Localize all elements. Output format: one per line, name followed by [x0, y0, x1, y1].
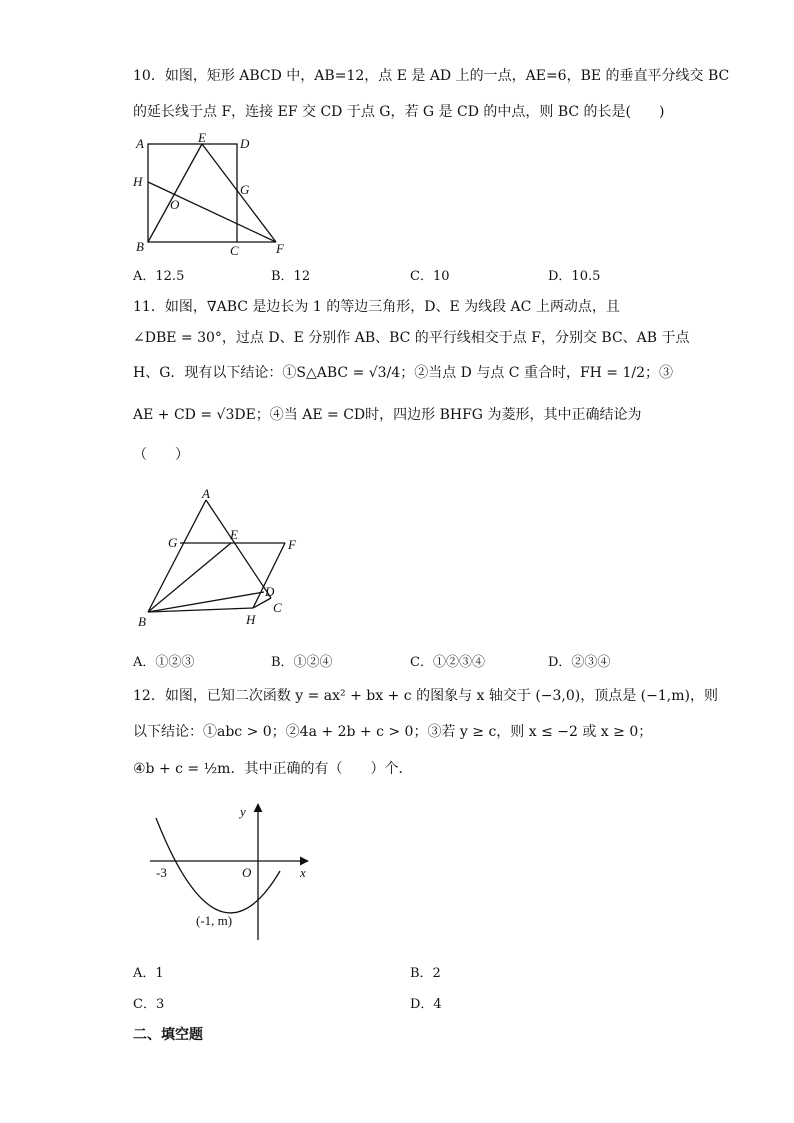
label-neg3: -3: [156, 865, 167, 880]
segment-hf: [148, 182, 276, 242]
label-e: E: [230, 527, 238, 542]
q11-option-d: D．②③④: [548, 655, 611, 670]
label-h: H: [133, 174, 143, 189]
label-e: E: [198, 130, 206, 145]
q11-line3: H、G．现有以下结论：①S△ABC = √3/4；②当点 D 与点 C 重合时，FH = 1/2；③: [133, 365, 674, 381]
label-x-axis: x: [300, 865, 306, 880]
label-f: F: [276, 241, 284, 256]
segment-ac: [206, 500, 271, 598]
q10-line2: 的延长线于点 F，连接 EF 交 CD 于点 G，若 G 是 CD 的中点，则 BC 的长是( ): [133, 104, 665, 120]
q12-line3: ④b + c = ½m．其中正确的有（ ）个．: [133, 761, 413, 777]
label-g: G: [240, 182, 250, 197]
section-title: 二、填空题: [133, 1027, 203, 1043]
label-f: F: [288, 537, 296, 552]
parabola-curve: [156, 818, 280, 913]
q11-line4: AE + CD = √3DE；④当 AE = CD时，四边形 BHFG 为菱形，其中正确结论为: [133, 407, 642, 423]
q11-option-c: C．①②③④: [410, 655, 485, 670]
q11-line2: ∠DBE = 30°，过点 D、E 分别作 AB、BC 的平行线相交于点 F，分别交 BC、AB 于点: [133, 330, 690, 346]
label-vertex: (-1, m): [196, 913, 233, 928]
label-d: D: [240, 136, 250, 151]
q12-line1: 12．如图，已知二次函数 y = ax² + bx + c 的图象与 x 轴交于 (−3,0)，顶点是 (−1,m)，则: [133, 688, 718, 704]
q10-option-a: A．12.5: [133, 269, 185, 284]
q10-line1: 10．如图，矩形 ABCD 中，AB=12，点 E 是 AD 上的一点，AE=6，BE 的垂直平分线交 BC: [133, 68, 730, 84]
q12-option-c: C．3: [133, 997, 165, 1012]
q11-figure: [130, 483, 310, 633]
q11-line5: （ ）: [133, 447, 189, 463]
segment-ab: [148, 500, 206, 612]
segment-bh: [148, 608, 253, 612]
segment-ef: [202, 144, 276, 242]
q12-option-d: D．4: [410, 997, 442, 1012]
q10-option-d: D．10.5: [548, 269, 601, 284]
label-o: O: [170, 197, 180, 212]
rect-abcd: [148, 144, 237, 242]
label-c: C: [230, 243, 239, 258]
segment-bd: [148, 592, 264, 612]
label-g: G: [168, 535, 178, 550]
q10-figure: [128, 128, 298, 258]
q10-option-b: B．12: [271, 269, 311, 284]
label-d: D: [265, 584, 275, 599]
label-b: B: [138, 614, 146, 629]
segment-be: [148, 144, 202, 242]
label-c: C: [273, 600, 282, 615]
q11-line1: 11．如图，∇ABC 是边长为 1 的等边三角形，D、E 为线段 AC 上两动点，且: [133, 299, 620, 315]
q11-option-a: A．①②③: [133, 655, 195, 670]
label-a: A: [202, 486, 210, 501]
label-h: H: [246, 612, 256, 627]
q12-graph: [140, 800, 330, 945]
segment-be: [148, 543, 231, 612]
q12-option-a: A．1: [133, 966, 164, 981]
label-b: B: [136, 239, 144, 254]
label-origin: O: [242, 865, 252, 880]
q12-line2: 以下结论：①abc > 0；②4a + 2b + c > 0；③若 y ≥ c，则 x ≤ −2 或 x ≥ 0；: [133, 724, 653, 740]
label-a: A: [136, 136, 144, 151]
q12-option-b: B．2: [410, 966, 441, 981]
q10-option-c: C．10: [410, 269, 450, 284]
label-y-axis: y: [240, 804, 246, 819]
q11-option-b: B．①②④: [271, 655, 333, 670]
